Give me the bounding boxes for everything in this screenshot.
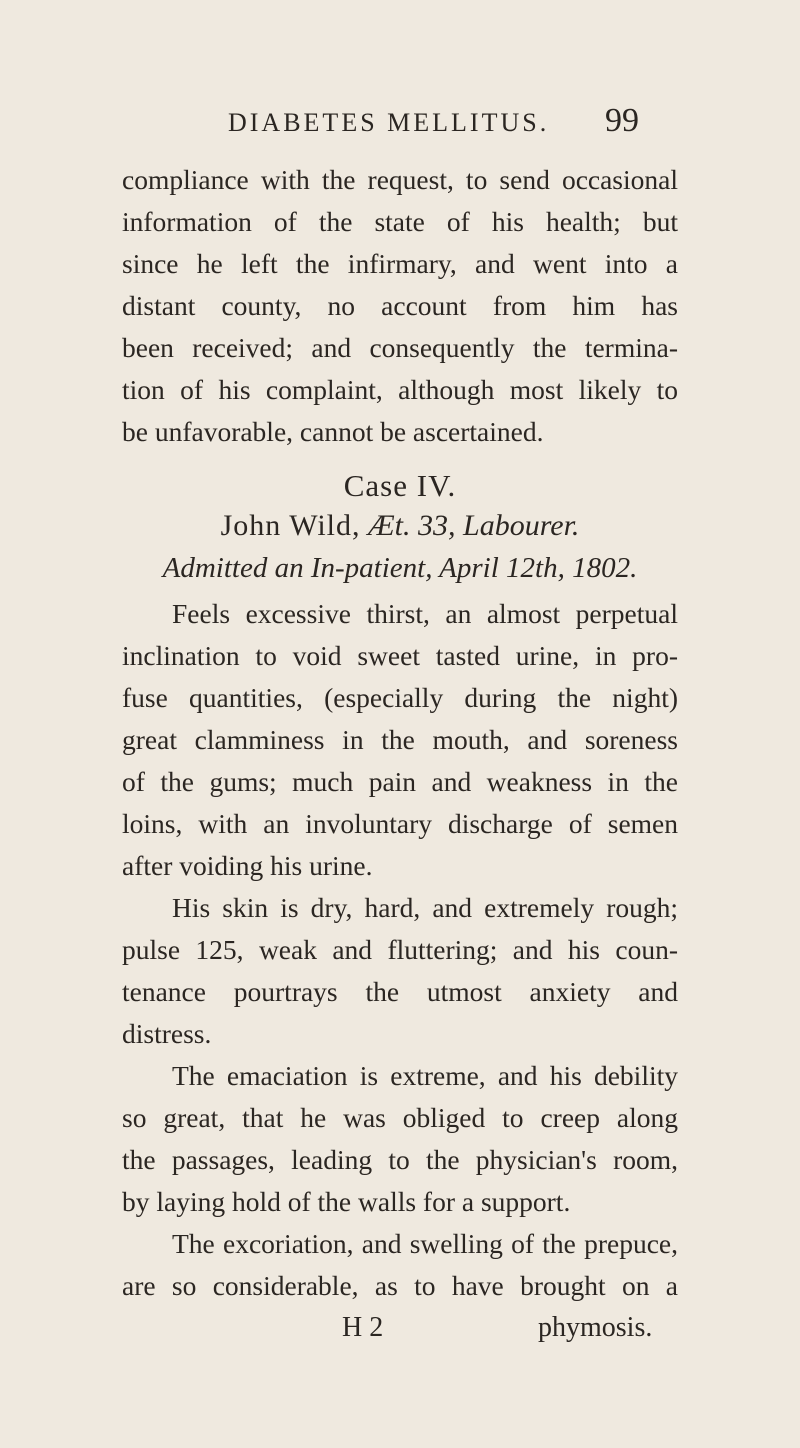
- text-line: fuse quantities, (especially during the night): [122, 682, 678, 713]
- catchword: phymosis.: [538, 1312, 653, 1343]
- patient-name: John Wild,: [220, 509, 361, 542]
- text-line: inclination to void sweet tasted urine, in pro-: [122, 640, 678, 671]
- text-line: loins, with an involuntary discharge of semen: [122, 808, 678, 839]
- text-line: The excoriation, and swelling of the prepuce,: [172, 1228, 678, 1259]
- text-line: been received; and consequently the termina-: [122, 332, 678, 363]
- text-line: after voiding his urine.: [122, 850, 373, 881]
- text-line: by laying hold of the walls for a support.: [122, 1186, 571, 1217]
- text-line: since he left the infirmary, and went into a: [122, 248, 678, 279]
- text-line: tion of his complaint, although most likely to: [122, 374, 678, 405]
- page-number: 99: [605, 102, 639, 139]
- patient-detail: Æt. 33, Labourer.: [368, 509, 580, 542]
- page-header: [0, 102, 800, 142]
- text-line: compliance with the request, to send occasional: [122, 164, 678, 195]
- text-line: The emaciation is extreme, and his debility: [172, 1060, 678, 1091]
- text-line: tenance pourtrays the utmost anxiety and: [122, 976, 678, 1007]
- patient-line: [0, 506, 800, 546]
- running-title: DIABETES MELLITUS.: [228, 108, 550, 137]
- text-line: His skin is dry, hard, and extremely rough;: [172, 892, 678, 923]
- text-line: great clamminess in the mouth, and soreness: [122, 724, 678, 755]
- text-line: the passages, leading to the physician's room,: [122, 1144, 678, 1175]
- text-line: distress.: [122, 1018, 212, 1049]
- case-heading: Case IV.: [343, 468, 457, 503]
- admission-line: Admitted an In-patient, April 12th, 1802.: [162, 552, 638, 584]
- signature-mark: H 2: [342, 1312, 384, 1343]
- text-line: information of the state of his health; but: [122, 206, 678, 237]
- text-line: so great, that he was obliged to creep along: [122, 1102, 678, 1133]
- text-line: distant county, no account from him has: [122, 290, 678, 321]
- text-line: are so considerable, as to have brought on a: [122, 1270, 678, 1301]
- text-line: be unfavorable, cannot be ascertained.: [122, 416, 544, 447]
- text-line: pulse 125, weak and fluttering; and his coun-: [122, 934, 678, 965]
- text-line: Feels excessive thirst, an almost perpetual: [172, 598, 678, 629]
- text-line: of the gums; much pain and weakness in the: [122, 766, 678, 797]
